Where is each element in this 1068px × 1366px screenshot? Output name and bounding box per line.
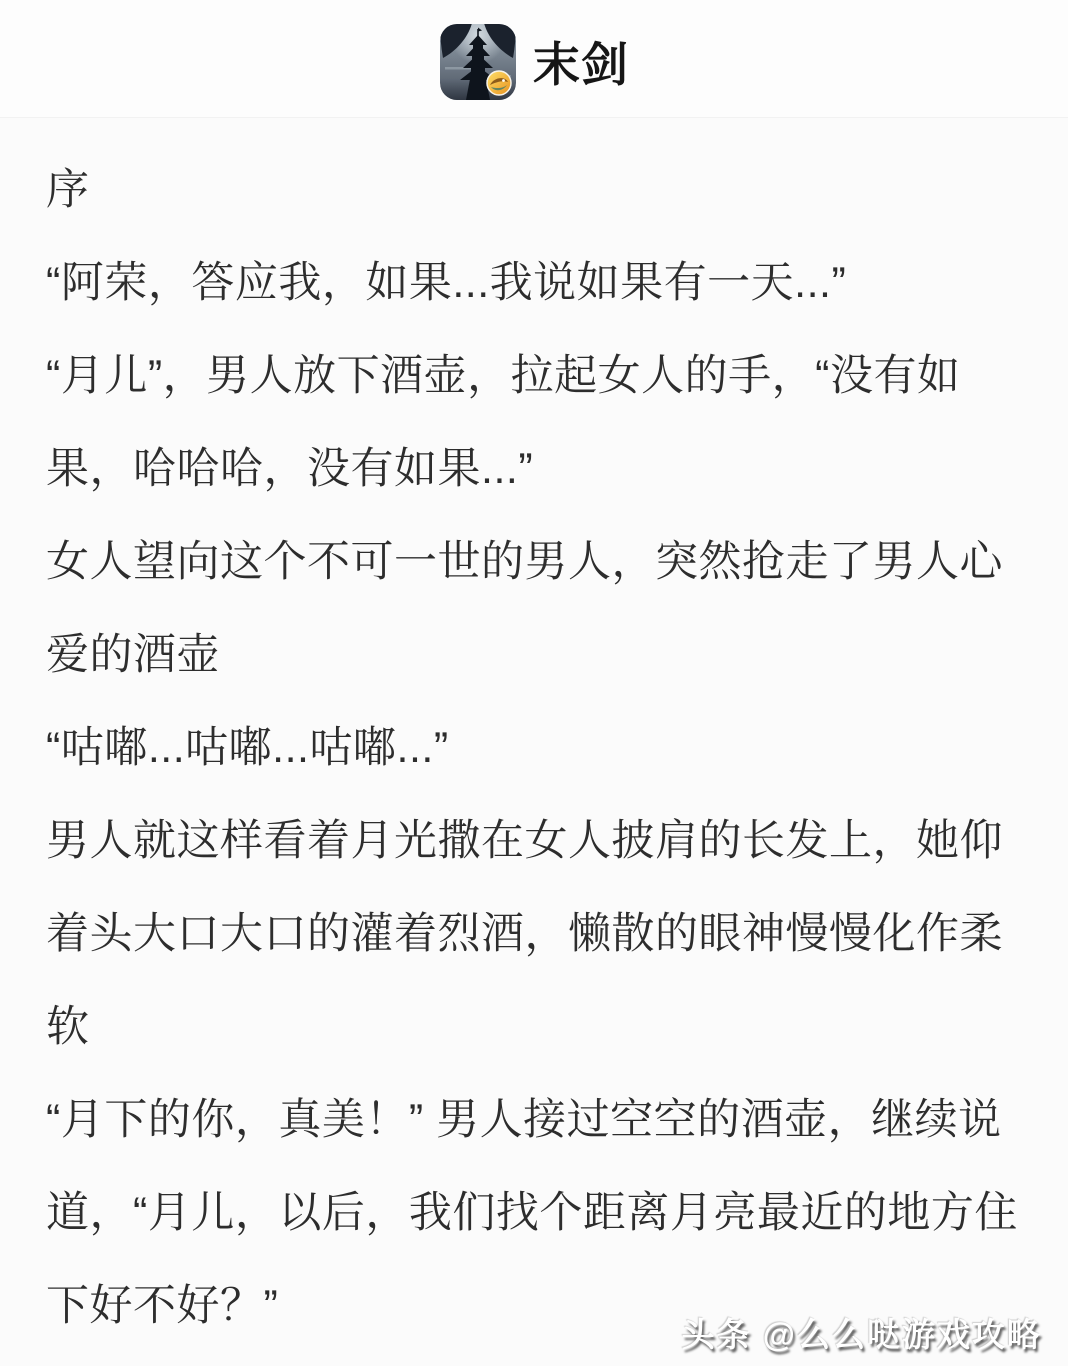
paragraph: “月儿”，男人放下酒壶，拉起女人的手，“没有如果，哈哈哈，没有如果...” [46, 352, 961, 493]
article-body [0, 118, 1068, 1353]
paragraph: 女人望向这个不可一世的男人，突然抢走了男人心爱的酒壶 [46, 538, 1003, 679]
paragraph: 男人就这样看着月光撒在女人披肩的长发上，她仰着头大口大口的灌着烈酒，懒散的眼神慢慢化作柔软 [46, 817, 1003, 1051]
pagoda-game-app-icon [439, 23, 517, 101]
game-title: 末剑 [533, 38, 629, 91]
paragraph-list [46, 144, 1022, 1353]
watermark: 头条 @么么哒游戏攻略 [681, 1316, 1042, 1353]
paragraph: 序 [46, 166, 90, 214]
article-header [0, 0, 1068, 118]
paragraph: “咕嘟...咕嘟...咕嘟...” [46, 724, 449, 772]
paragraph: “月下的你，真美！” 男人接过空空的酒壶，继续说道，“月儿，以后，我们找个距离月亮最近的地方住下好不好？” [46, 1096, 1018, 1330]
paragraph: “阿荣，答应我，如果...我说如果有一天...” [46, 259, 847, 307]
